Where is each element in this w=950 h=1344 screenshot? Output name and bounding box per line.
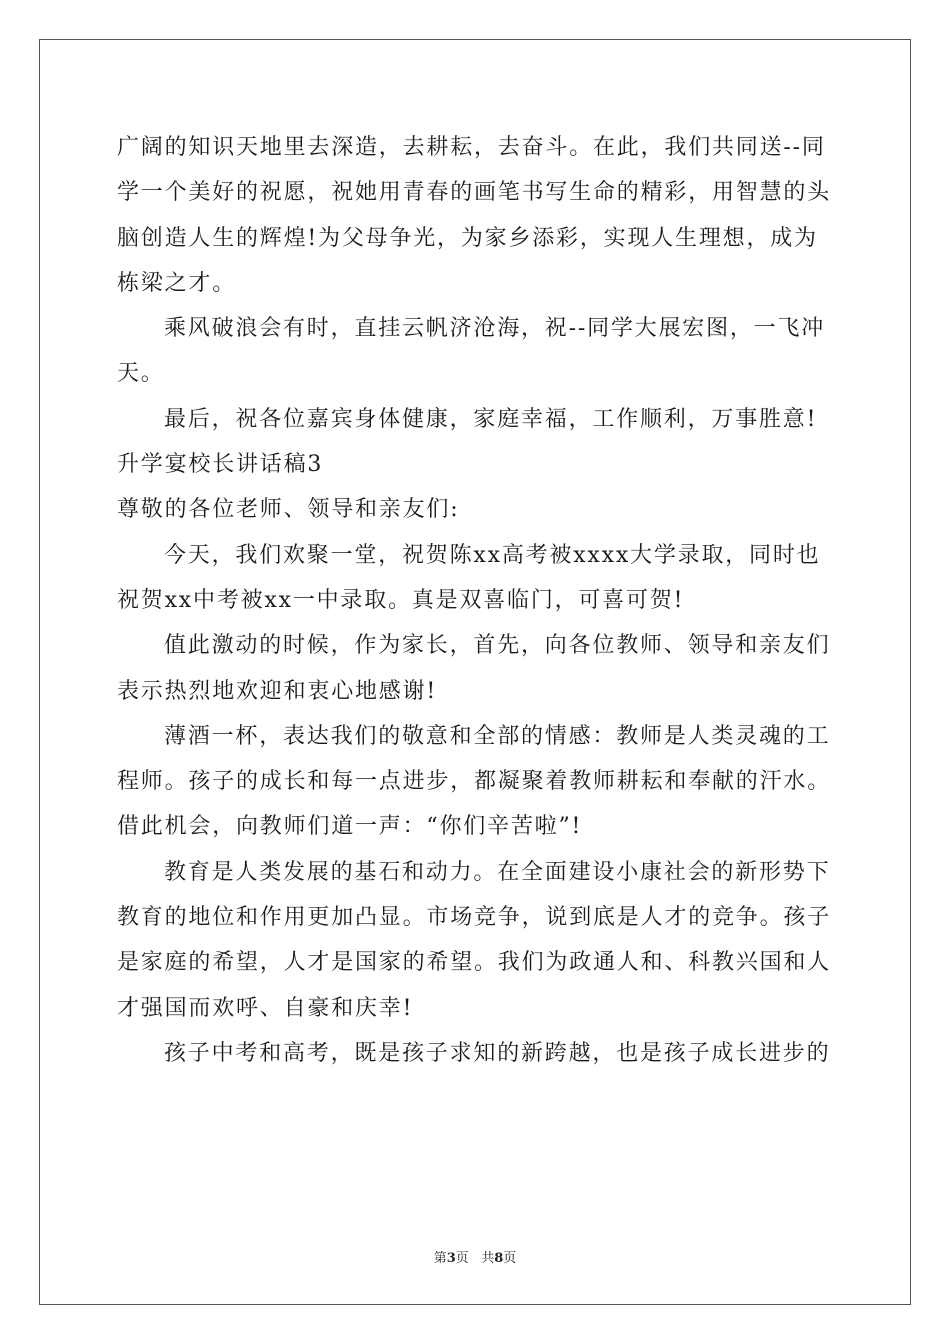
paragraph-first-line: 薄酒一杯，表达我们的敬意和全部的情感：教师是人类灵魂的工	[164, 723, 831, 749]
paragraph-first-line: 教育是人类发展的基石和动力。在全面建设小康社会的新形势下	[164, 859, 831, 885]
page-total-number: 8	[494, 1251, 504, 1266]
text-line: 表示热烈地欢迎和衷心地感谢!	[117, 678, 438, 704]
text-line: 是家庭的希望，人才是国家的希望。我们为政通人和、科教兴国和人	[117, 950, 832, 976]
section-title: 升学宴校长讲话稿3	[117, 452, 324, 478]
page-current-number: 3	[446, 1251, 456, 1266]
text-line: 借此机会，向教师们道一声：“你们辛苦啦”!	[117, 814, 583, 840]
salutation: 尊敬的各位老师、领导和亲友们:	[117, 497, 460, 523]
paragraph-first-line: 最后，祝各位嘉宾身体健康，家庭幸福，工作顺利，万事胜意!	[164, 406, 818, 432]
text-line: 程师。孩子的成长和每一点进步，都凝聚着教师耕耘和奉献的汗水。	[117, 769, 832, 795]
text-line: 学一个美好的祝愿，祝她用青春的画笔书写生命的精彩，用智慧的头	[117, 180, 832, 206]
text-line: 才强国而欢呼、自豪和庆幸!	[117, 995, 414, 1021]
page-label-suffix: 页	[455, 1251, 469, 1266]
text-line: 广阔的知识天地里去深造，去耕耘，去奋斗。在此，我们共同送--同	[117, 135, 826, 160]
text-line: 脑创造人生的辉煌!为父母争光，为家乡添彩，实现人生理想，成为	[117, 225, 818, 251]
paragraph-first-line: 值此激动的时候，作为家长，首先，向各位教师、领导和亲友们	[164, 633, 831, 659]
page-footer	[0, 1247, 950, 1266]
text-line: 祝贺xx中考被xx一中录取。真是双喜临门，可喜可贺!	[117, 587, 685, 613]
total-label-suffix: 页	[503, 1251, 517, 1266]
paragraph-first-line: 今天，我们欢聚一堂，祝贺陈xx高考被xxxx大学录取，同时也	[164, 542, 821, 568]
text-line: 教育的地位和作用更加凸显。市场竞争，说到底是人才的竞争。孩子	[117, 905, 832, 931]
paragraph-first-line: 孩子中考和高考，既是孩子求知的新跨越，也是孩子成长进步的	[164, 1040, 831, 1066]
paragraph-first-line: 乘风破浪会有时，直挂云帆济沧海，祝--同学大展宏图，一飞冲	[164, 316, 826, 342]
text-line: 栋梁之才。	[117, 270, 237, 296]
document-body	[117, 125, 837, 1076]
page-label-prefix: 第	[433, 1251, 447, 1266]
text-line: 天。	[117, 361, 165, 387]
total-label-prefix: 共	[481, 1251, 495, 1266]
